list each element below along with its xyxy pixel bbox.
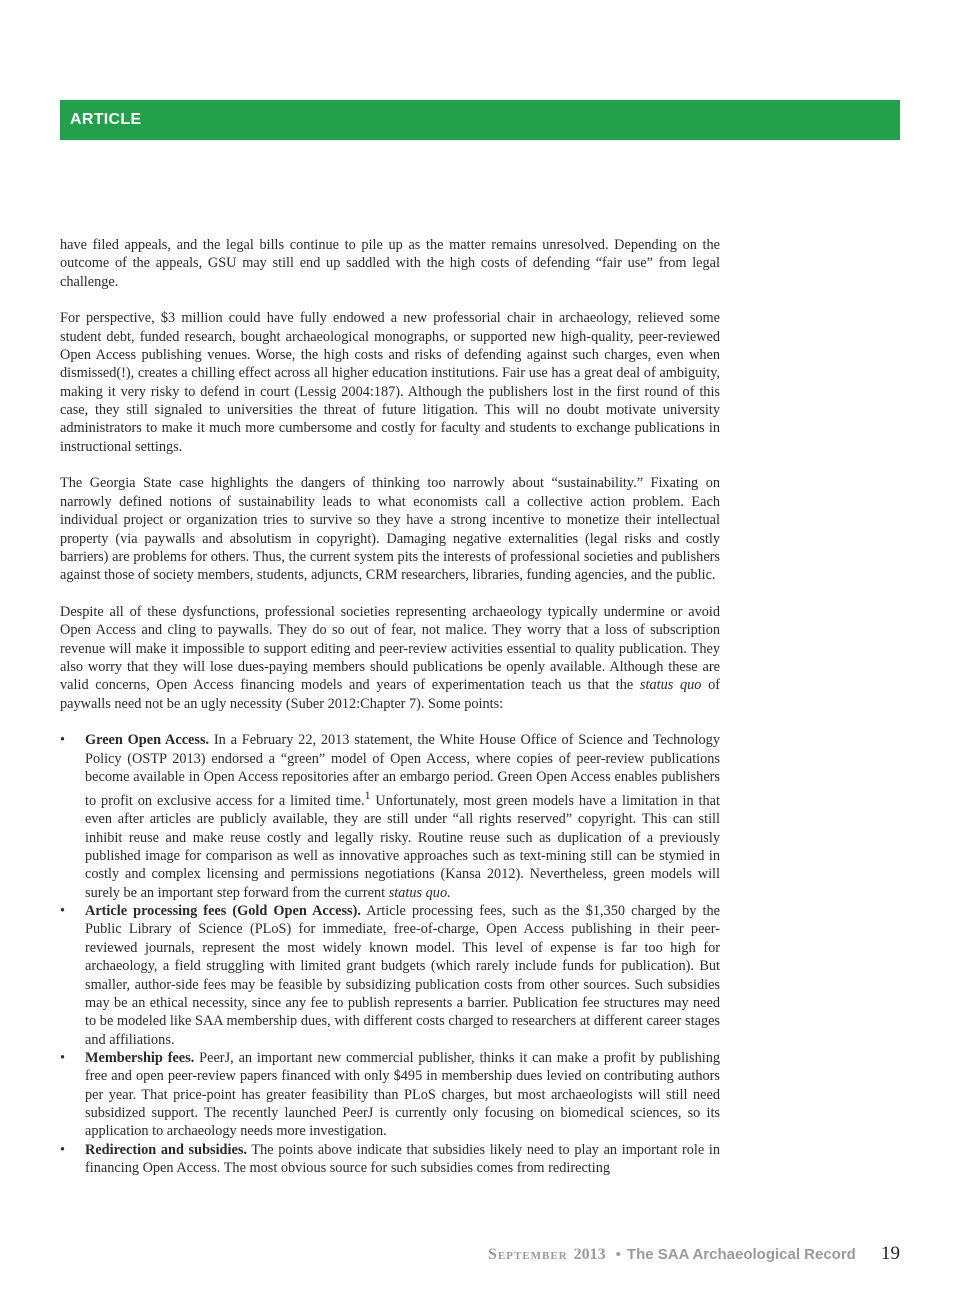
paragraph-3-text: The Georgia State case highlights the dangers of thinking too narrowly about “sustainability.” Fixating on narrowly defined notions of sustainability leads to what economists call a collective action problem. Each individual project or organization tries to survive so they have a strong incentive to monetize their intellectual property (via paywalls and absolutism in copyright). Damaging negative externalities (legal risks and costly barriers) are problems for others. Thus, the current system pits the interests of professional societies and publishers against those of society members, students, adjuncts, CRM researchers, libraries, funding agencies, and the public. — [60, 475, 720, 584]
list-item-heading: Article processing fees (Gold Open Access). — [85, 903, 361, 920]
list-item-text: PeerJ, an important new commercial publisher, thinks it can make a profit by publishing free and open peer-review papers financed with only $495 in membership dues levied on contributing authors per year. That price-point has greater feasibility than PLoS charges, but most archaeologists will still need subsidized support. The recently launched PeerJ is currently only focusing on biomedical sciences, so its application to archaeology needs more investigation. — [85, 1049, 720, 1140]
bullet-icon: • — [60, 1049, 66, 1066]
paragraph-4-text: Despite all of these dysfunctions, professional societies representing archaeology typically undermine or avoid Open Access and cling to paywalls. They do so out of fear, not malice. They worry that a loss of subscription revenue will make it impossible to support editing and peer-review activities essential to quality publication. They also worry that they will lose dues-paying members should publications be openly available. Although these are valid concerns, Open Access financing models and years of experimentation teach us that the — [60, 603, 720, 694]
list-item-text-continued: Unfortunately, most green models have a limitation in that even after articles are publicly available, they are still under “all rights reserved” copyright. This can still inhibit reuse and make reuse costly and legally risky. Routine reuse such as duplication of a previously published image for comparison as well as innovative approaches such as text-mining still can be stymied in costly and complex licensing and permissions negotiations (Kansa 2012). Nevertheless, green models will surely be an important step forward from the current — [85, 793, 720, 901]
paragraph-4-text-end: of paywalls need not be an ugly necessity (Suber 2012:Chapter 7). Some points: — [60, 677, 721, 712]
article-body — [60, 236, 720, 1177]
page-number: 19 — [881, 1243, 900, 1264]
footer-month: September — [488, 1246, 568, 1263]
footer-year: 2013 — [573, 1246, 606, 1263]
list-item-italic: status quo. — [388, 884, 451, 901]
paragraph-1-text: have filed appeals, and the legal bills continue to pile up as the matter remains unresolved. Depending on the outcome of the appeals, GSU may still end up saddled with the high costs of defending “fair use” from legal challenge. — [60, 237, 720, 290]
paragraph-2-text: For perspective, $3 million could have fully endowed a new professorial chair in archaeology, relieved some student debt, funded research, bought archaeological monographs, or supported new high-quality, peer-reviewed Open Access publishing venues. Worse, the high costs and risks of defending against such charges, even when dismissed(!), creates a chilling effect across all higher education institutions. Fair use has a great deal of ambiguity, making it very risky to defend in court (Lessig 2004:187). Although the publishers lost in the first round of this case, they still signaled to universities the threat of future litigation. This will no doubt motivate university administrators to make it much more cumbersome and costly for faculty and students to exchange publications in instructional settings. — [60, 310, 720, 455]
paragraph-4 — [60, 603, 720, 713]
list-item-green-open-access — [60, 731, 720, 902]
funding-models-list — [60, 731, 720, 1177]
journal-title: The SAA Archaeological Record — [626, 1246, 856, 1263]
list-item-heading: Green Open Access. — [85, 732, 210, 749]
list-item-membership-fees — [60, 1049, 720, 1141]
bullet-icon: • — [60, 732, 66, 749]
footer-separator: • — [615, 1246, 621, 1263]
list-item-article-processing-fees — [60, 902, 720, 1049]
list-item-text: The points above indicate that subsidies likely need to play an important role in financing Open Access. The most obvious source for such subsidies comes from redirecting — [85, 1141, 720, 1176]
paragraph-4-italic: status quo — [639, 677, 702, 694]
bullet-icon: • — [60, 1141, 66, 1158]
paragraph-3 — [60, 474, 720, 584]
page-footer — [488, 1243, 900, 1265]
bullet-icon: • — [60, 903, 66, 920]
footnote-reference[interactable]: 1 — [364, 788, 371, 803]
paragraph-1 — [60, 236, 720, 291]
list-item-heading: Redirection and subsidies. — [85, 1141, 247, 1158]
paragraph-2 — [60, 309, 720, 456]
section-label: ARTICLE — [70, 111, 142, 128]
list-item-redirection-subsidies — [60, 1141, 720, 1178]
article-section-banner — [60, 100, 900, 140]
list-item-text: Article processing fees, such as the $1,350 charged by the Public Library of Science (PLoS) for immediate, free-of-charge, Open Access publishing in their peer-reviewed journals, represent the most widely known model. This level of expense is far too high for archaeology, a field struggling with limited grant budgets (which rarely include funds for publication). But smaller, author-side fees may be feasible by subsidizing publication costs from other sources. Such subsidies may be an ethical necessity, since any fee to publish represents a barrier. Publication fee structures may need to be modeled like SAA membership dues, with different costs charged to researchers at different career stages and affiliations. — [85, 903, 721, 1048]
list-item-text: In a February 22, 2013 statement, the White House Office of Science and Technology Policy (OSTP 2013) endorsed a “green” model of Open Access, where copies of peer-review publications become available in Open Access repositories after an embargo period. Green Open Access enables publishers to profit on exclusive access for a limited time. — [85, 732, 720, 810]
list-item-heading: Membership fees. — [85, 1049, 195, 1066]
